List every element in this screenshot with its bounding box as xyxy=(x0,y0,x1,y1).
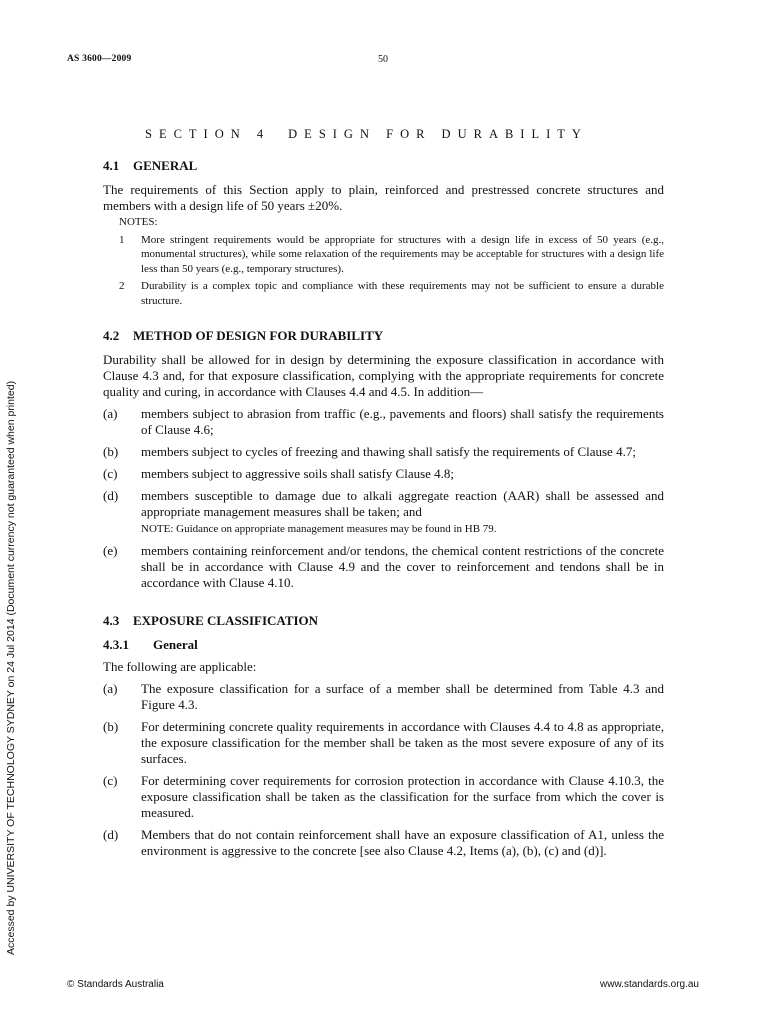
list-text: For determining cover requirements for corrosion protection in accordance with Clause 4.10.3, the exposure classification shall be taken as the classification for the surface from which the cover is measured. xyxy=(141,773,664,820)
clause-title: GENERAL xyxy=(133,158,198,173)
clause-title: METHOD OF DESIGN FOR DURABILITY xyxy=(133,328,384,343)
section-title xyxy=(145,127,588,142)
notes-label: NOTES: xyxy=(119,216,158,228)
list-text: members susceptible to damage due to alkali aggregate reaction (AAR) shall be assessed and appropriate management measures shall be taken; and xyxy=(141,488,664,519)
list-item xyxy=(103,406,664,438)
clause-body: The following are applicable: xyxy=(103,659,257,674)
list-item xyxy=(103,681,664,713)
subclause-number: 4.3.1 xyxy=(103,637,129,652)
list-marker: (c) xyxy=(103,466,118,481)
list-marker: (a) xyxy=(103,406,118,421)
clause-heading-4-3 xyxy=(103,613,664,629)
list-item xyxy=(103,773,664,821)
list-text: Members that do not contain reinforcement shall have an exposure classification of A1, unless the environment is aggressive to the concrete [see also Clause 4.2, Items (a), (b), (c) and (d)]. xyxy=(141,827,664,858)
list-item xyxy=(103,543,664,591)
note-number: 1 xyxy=(119,233,125,246)
clause-body: The requirements of this Section apply to plain, reinforced and prestressed concrete structures and members with a design life of 50 years ±20%. xyxy=(103,182,664,213)
website-footer: www.standards.org.au xyxy=(600,979,699,990)
section-name: DESIGN FOR DURABILITY xyxy=(288,127,588,141)
list-marker: (d) xyxy=(103,827,119,842)
list-item xyxy=(103,827,664,859)
list-marker: (e) xyxy=(103,543,118,558)
subclause-title: General xyxy=(153,637,198,652)
note-item xyxy=(119,279,664,308)
note-text: More stringent requirements would be appropriate for structures with a design life in excess of 50 years (e.g., monumental structures), while some relaxation of the requirements may be acceptable for structures with a design life less than 50 years (e.g., temporary structures). xyxy=(141,233,664,275)
subclause-heading-4-3-1 xyxy=(103,637,664,653)
note-item xyxy=(119,233,664,277)
clause-heading-4-1 xyxy=(103,158,664,174)
section-number: SECTION 4 xyxy=(145,127,271,141)
document-body xyxy=(103,158,664,859)
clause-title: EXPOSURE CLASSIFICATION xyxy=(133,613,319,628)
list-marker: (b) xyxy=(103,719,119,734)
standard-number: AS 3600—2009 xyxy=(67,54,132,64)
clause-body: Durability shall be allowed for in design by determining the exposure classification in accordance with Clause 4.3 and, for that exposure classification, complying with the appropriate requirements for concrete quality and curing, in accordance with Clauses 4.4 and 4.5. In addition— xyxy=(103,352,664,399)
list-text: The exposure classification for a surface of a member shall be determined from Table 4.3 and Figure 4.3. xyxy=(141,681,664,712)
clause-heading-4-2 xyxy=(103,328,664,344)
note-number: 2 xyxy=(119,280,125,292)
copyright-footer: © Standards Australia xyxy=(67,979,164,990)
list-marker: (a) xyxy=(103,681,118,696)
clause-number: 4.2 xyxy=(103,328,120,343)
note-text: Durability is a complex topic and compliance with these requirements may not be sufficient to ensure a durable structure. xyxy=(141,280,664,307)
list-text: members subject to cycles of freezing and thawing shall satisfy the requirements of Clause 4.7; xyxy=(141,444,636,459)
list-text: members containing reinforcement and/or tendons, the chemical content restrictions of the concrete shall be in accordance with Clause 4.9 and the cover to reinforcement and tendons shall be in accordance with Clause 4.10. xyxy=(141,543,664,590)
inline-note: NOTE: Guidance on appropriate management measures may be found in HB 79. xyxy=(141,523,497,535)
list-item xyxy=(103,466,664,482)
notes-block xyxy=(119,215,664,308)
list-item xyxy=(103,719,664,767)
clause-number: 4.3 xyxy=(103,613,120,628)
list-item xyxy=(103,444,664,460)
list-marker: (c) xyxy=(103,773,118,788)
list-text: For determining concrete quality requirements in accordance with Clauses 4.4 to 4.8 as appropriate, the exposure classification for the member shall be taken as the most severe exposure of any of its surfaces. xyxy=(141,719,664,766)
access-watermark: Accessed by UNIVERSITY OF TECHNOLOGY SYDNEY on 24 Jul 2014 (Document currency not guaranteed when printed) xyxy=(5,380,17,955)
page-number: 50 xyxy=(378,54,388,65)
list-text: members subject to abrasion from traffic (e.g., pavements and floors) shall satisfy the requirements of Clause 4.6; xyxy=(141,406,664,437)
list-marker: (b) xyxy=(103,444,119,459)
list-item xyxy=(103,488,664,537)
list-text: members subject to aggressive soils shall satisfy Clause 4.8; xyxy=(141,466,455,481)
list-marker: (d) xyxy=(103,488,119,503)
clause-number: 4.1 xyxy=(103,158,120,173)
